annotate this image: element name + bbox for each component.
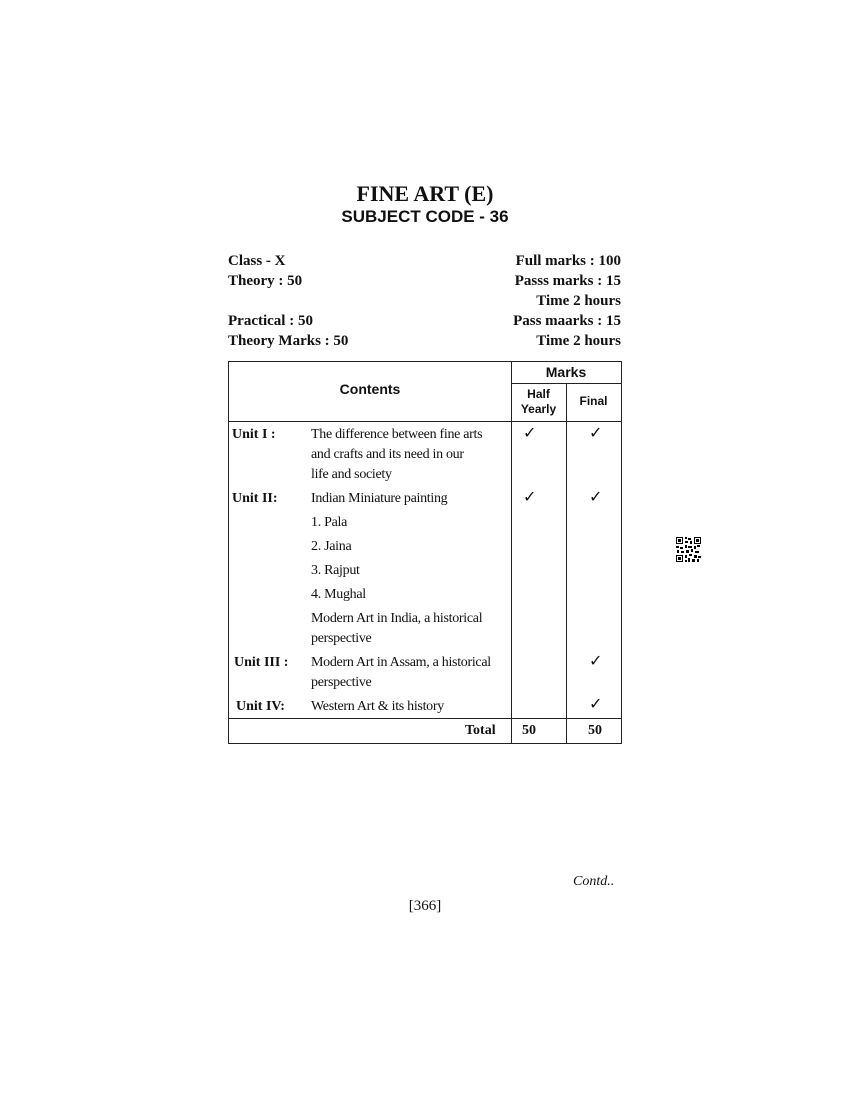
total-final: 50 — [588, 723, 602, 738]
unit-description: The difference between fine arts and crafts and its need in our life and society — [311, 427, 483, 482]
half-yearly-header: Half Yearly — [520, 387, 557, 416]
practical-label: Practical : 50 — [228, 313, 313, 329]
final-header: Final — [579, 394, 608, 408]
check-icon: ✓ — [589, 694, 603, 713]
check-icon: ✓ — [589, 487, 603, 506]
full-marks-label: Full marks : 100 — [515, 253, 621, 269]
exam-info-block-2 — [228, 311, 621, 351]
unit-label: Unit IV: — [236, 699, 285, 714]
time-label: Time 2 hours — [536, 293, 621, 309]
exam-info-block-1 — [228, 251, 621, 311]
qr-code-icon — [676, 537, 701, 562]
theory-marks-label: Theory Marks : 50 — [228, 333, 349, 349]
class-label: Class - X — [228, 253, 286, 269]
unit-description: Modern Art in Assam, a historical perspective — [311, 655, 491, 690]
pass-marks-label: Passs marks : 15 — [514, 273, 621, 289]
check-icon: ✓ — [523, 423, 537, 442]
check-icon: ✓ — [589, 651, 603, 670]
marks-table — [228, 361, 622, 744]
unit-label: Unit III : — [234, 655, 289, 670]
unit-description: Western Art & its history — [311, 699, 444, 714]
contents-header: Contents — [339, 381, 401, 397]
check-icon: ✓ — [589, 423, 603, 442]
marks-header: Marks — [545, 364, 587, 380]
unit-label: Unit II: — [232, 491, 278, 506]
theory-label: Theory : 50 — [228, 273, 303, 289]
unit-label: Unit I : — [232, 427, 276, 442]
page-number: [366] — [408, 898, 442, 914]
continued-note: Contd.. — [573, 874, 615, 889]
check-icon: ✓ — [523, 487, 537, 506]
time-label: Time 2 hours — [536, 333, 621, 349]
unit-description: Indian Miniature painting 1. Pala 2. Jaina 3. Rajput 4. Mughal Modern Art in India, a historical perspective — [311, 491, 483, 646]
subject-code: SUBJECT CODE - 36 — [341, 207, 509, 226]
page-title: FINE ART (E) — [356, 181, 494, 206]
pass-marks-label: Pass maarks : 15 — [513, 313, 621, 329]
total-half-yearly: 50 — [522, 723, 536, 738]
total-label: Total — [465, 723, 496, 738]
